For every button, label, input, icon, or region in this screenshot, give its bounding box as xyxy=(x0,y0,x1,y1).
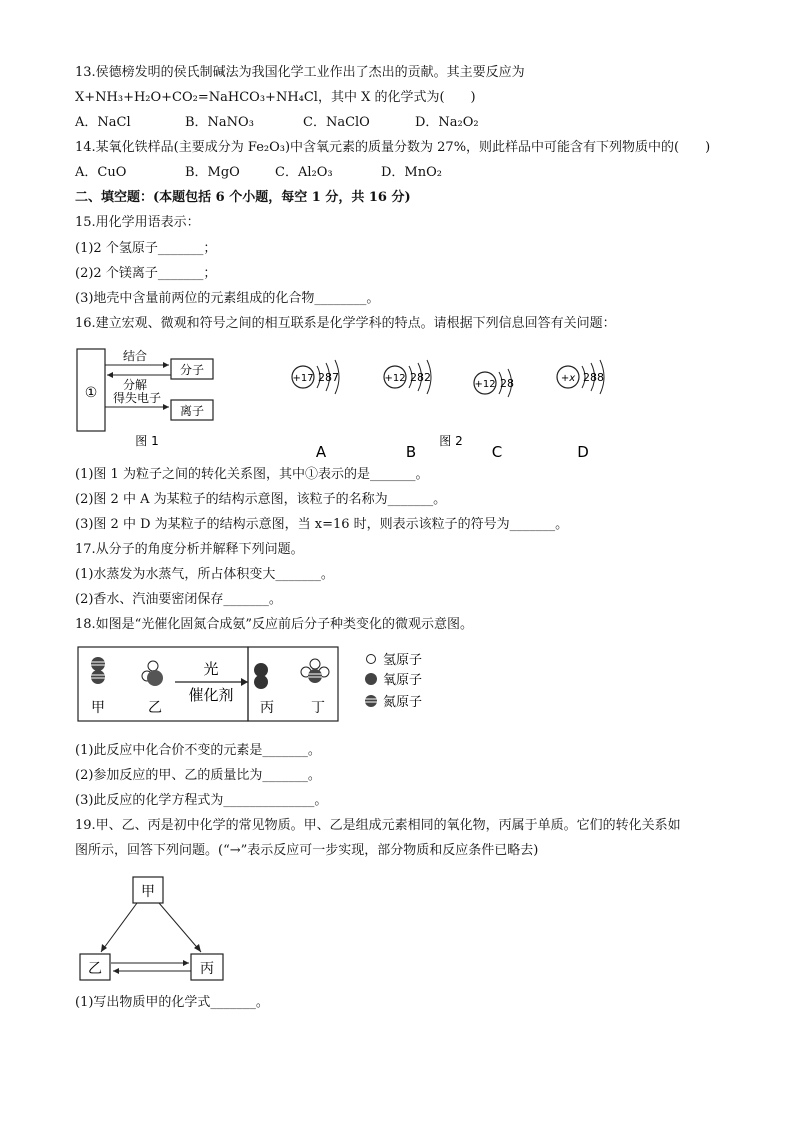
q16-item-3: (3)图 2 中 D 为某粒子的结构示意图，当 x=16 时，则表示该粒子的符号为_______。 xyxy=(75,517,569,532)
q18-arrowhead xyxy=(241,678,248,686)
h-atom-icon xyxy=(310,659,320,669)
q13-option-c: C．NaClO xyxy=(303,115,370,130)
molecule-h2o xyxy=(142,661,163,686)
atom-d xyxy=(557,360,604,461)
q19-stem-line1: 19.甲、乙、丙是初中化学的常见物质。甲、乙是组成元素相同的氧化物，丙属于单质。它们的转化关系如 xyxy=(75,818,681,833)
label-yi: 乙 xyxy=(148,700,162,716)
fig1-box-ion-label: 离子 xyxy=(179,404,205,418)
n-atom-icon xyxy=(91,670,105,684)
legend-o-label: 氧原子 xyxy=(383,673,423,688)
atom-c xyxy=(474,369,514,461)
q18-stem: 18.如图是“光催化固氮合成氨”反应前后分子种类变化的微观示意图。 xyxy=(75,617,473,632)
legend-n-label: 氮原子 xyxy=(383,695,423,710)
atom-b-nucleus-label: +12 xyxy=(384,373,406,384)
label-light: 光 xyxy=(203,660,219,678)
q18-figure xyxy=(75,644,475,726)
fig1-box-molecule-label: 分子 xyxy=(179,363,205,377)
q16-figure-1 xyxy=(75,345,225,450)
atom-b-label: B xyxy=(405,443,417,461)
fig1-arrowhead-right-2 xyxy=(163,404,169,410)
o-atom-icon xyxy=(147,670,163,686)
q13-option-d: D．Na₂O₂ xyxy=(415,115,479,130)
atom-c-label: C xyxy=(491,443,503,461)
q13-option-a: A．NaCl xyxy=(75,115,131,130)
atom-c-shell-electrons: 28 xyxy=(500,377,514,390)
o-atom-icon xyxy=(254,663,268,677)
q19-stem-line2: 图所示，回答下列问题。(“→”表示反应可一步实现，部分物质和反应条件已略去) xyxy=(75,843,539,858)
n-atom-icon xyxy=(91,657,105,671)
q13-option-b: B．NaNO₃ xyxy=(185,115,254,130)
molecule-nh3 xyxy=(301,659,329,683)
atom-b xyxy=(384,360,431,461)
q17-item-2: (2)香水、汽油要密闭保存_______。 xyxy=(75,592,282,607)
q13-options xyxy=(75,114,479,132)
label-catalyst: 催化剂 xyxy=(188,686,234,704)
q13-stem-line1: 13.侯德榜发明的侯氏制碱法为我国化学工业作出了杰出的贡献。其主要反应为 xyxy=(75,65,525,80)
q18-item-2: (2)参加反应的甲、乙的质量比为_______。 xyxy=(75,768,321,783)
q16-item-2: (2)图 2 中 A 为某粒子的结构示意图，该粒子的名称为_______。 xyxy=(75,492,447,507)
label-bing: 丙 xyxy=(260,700,274,716)
q15-item-3: (3)地壳中含量前两位的元素组成的化合物________。 xyxy=(75,291,380,306)
q15-item-1: (1)2 个氢原子_______； xyxy=(75,241,217,256)
legend-h-icon xyxy=(367,655,376,664)
n-atom-icon xyxy=(308,669,322,683)
atom-c-nucleus-label: +12 xyxy=(474,379,496,390)
q14-option-a: A．CuO xyxy=(75,165,127,180)
atom-a-shell-electrons: 287 xyxy=(318,371,339,384)
fig1-label-combine: 结合 xyxy=(122,349,148,363)
q16-stem: 16.建立宏观、微观和符号之间的相互联系是化学学科的特点。请根据下列信息回答有关问题： xyxy=(75,316,616,331)
fig1-label-electron: 得失电子 xyxy=(112,391,162,405)
atom-a-label: A xyxy=(315,443,327,461)
section2-heading: 二、填空题：(本题包括 6 个小题，每空 1 分，共 16 分) xyxy=(75,190,411,205)
atom-d-nucleus-label: +x xyxy=(560,373,576,384)
q19-arrowhead xyxy=(113,968,119,974)
molecule-n2 xyxy=(91,657,105,684)
q19-label-jia: 甲 xyxy=(141,884,155,900)
h-atom-icon xyxy=(148,661,158,671)
q13-stem-line2: X+NH₃+H₂O+CO₂=NaHCO₃+NH₄Cl，其中 X 的化学式为( ) xyxy=(75,90,476,105)
atom-b-shell-electrons: 282 xyxy=(410,371,431,384)
q14-options xyxy=(75,164,442,182)
q14-stem: 14.某氧化铁样品(主要成分为 Fe₂O₃)中含氧元素的质量分数为 27%，则此样品中可能含有下列物质中的( ) xyxy=(75,140,711,155)
legend-h-label: 氢原子 xyxy=(383,653,423,668)
q19-arrow-jia-bing xyxy=(159,903,201,952)
fig1-circle-label: ① xyxy=(84,385,98,401)
q19-label-bing: 丙 xyxy=(200,961,214,977)
q14-option-c: C．Al₂O₃ xyxy=(275,165,333,180)
q15-item-2: (2)2 个镁离子_______； xyxy=(75,266,217,281)
fig1-arrowhead-left xyxy=(107,372,113,378)
atom-a-nucleus-label: +17 xyxy=(292,373,314,384)
fig1-arrowhead-right xyxy=(163,362,169,368)
q14-option-d: D．MnO₂ xyxy=(381,165,442,180)
atom-a xyxy=(292,360,339,461)
q17-item-1: (1)水蒸发为水蒸气，所占体积变大_______。 xyxy=(75,567,334,582)
o-atom-icon xyxy=(254,675,268,689)
label-jia: 甲 xyxy=(91,700,105,716)
q19-arrowhead xyxy=(183,960,189,966)
q15-stem: 15.用化学用语表示： xyxy=(75,215,200,230)
legend-n-icon xyxy=(365,695,377,707)
q18-item-3: (3)此反应的化学方程式为______________。 xyxy=(75,793,328,808)
molecule-o2 xyxy=(254,663,268,689)
atom-d-label: D xyxy=(577,443,589,461)
q17-stem: 17.从分子的角度分析并解释下列问题。 xyxy=(75,542,304,557)
q16-item-1: (1)图 1 为粒子之间的转化关系图，其中①表示的是_______。 xyxy=(75,467,429,482)
fig1-caption: 图 1 xyxy=(135,434,159,448)
label-ding: 丁 xyxy=(311,700,325,716)
q19-item-1: (1)写出物质甲的化学式_______。 xyxy=(75,995,269,1010)
q16-figure-2 xyxy=(285,345,625,461)
fig2-caption: 图 2 xyxy=(439,434,463,448)
q19-figure xyxy=(75,872,235,984)
atom-d-shell-electrons: 288 xyxy=(583,371,604,384)
q19-label-yi: 乙 xyxy=(88,961,102,977)
fig1-label-decompose: 分解 xyxy=(122,378,148,392)
q14-option-b: B．MgO xyxy=(185,165,240,180)
q18-item-1: (1)此反应中化合价不变的元素是_______。 xyxy=(75,743,321,758)
q19-arrow-jia-yi xyxy=(101,903,137,952)
legend-o-icon xyxy=(365,673,377,685)
